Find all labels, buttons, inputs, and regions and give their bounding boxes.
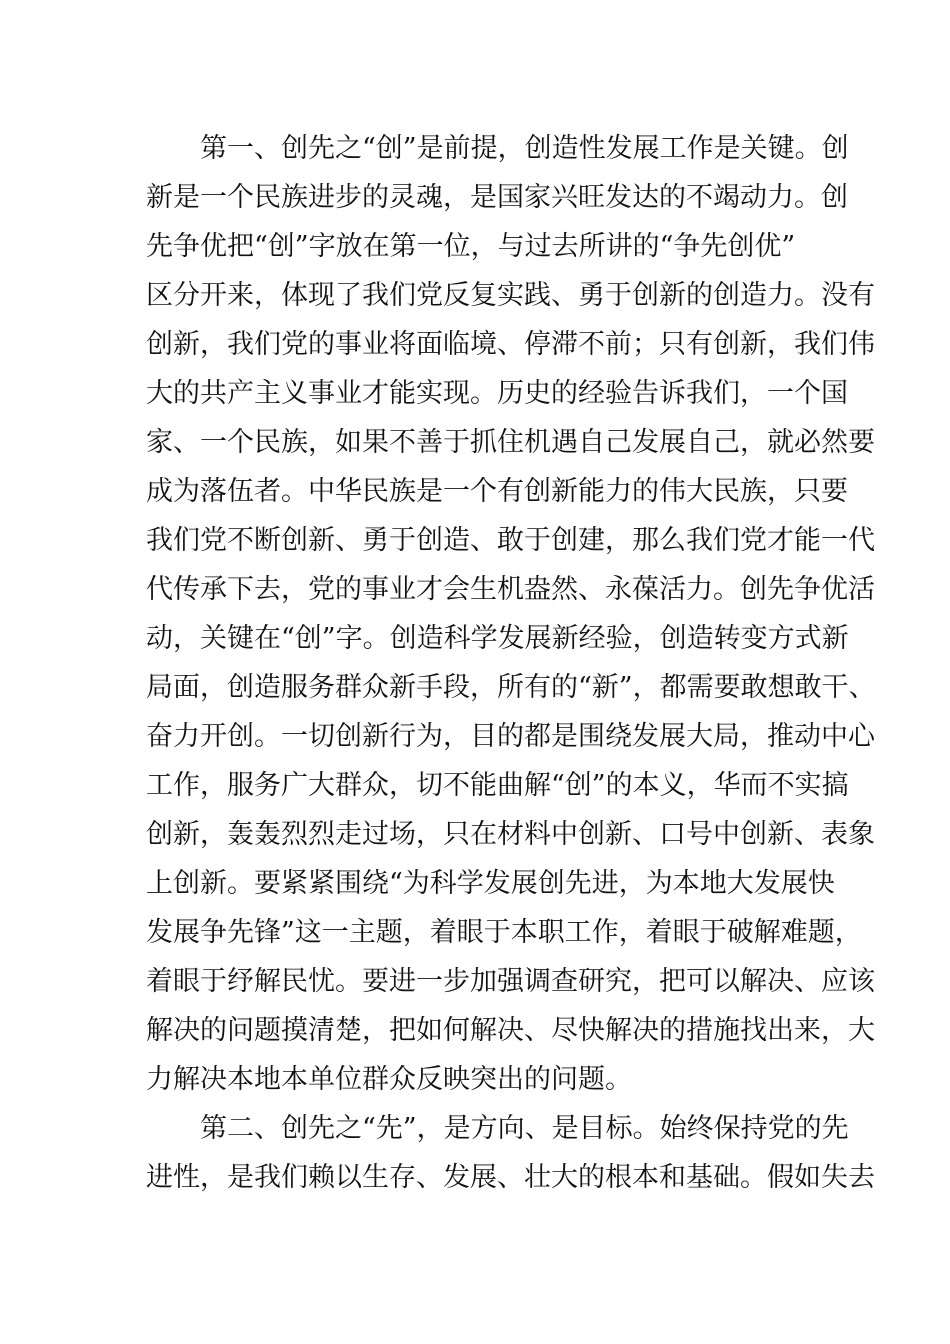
paragraph-line: 第二、创先之“先”，是方向、是目标。始终保持党的先 bbox=[200, 1113, 849, 1144]
paragraph-line: 动，关键在“创”字。创造科学发展新经验，创造转变方式新 bbox=[146, 623, 849, 654]
paragraph-line: 我们党不断创新、勇于创造、敢于创建，那么我们党才能一代 bbox=[146, 525, 875, 556]
paragraph-line: 上创新。要紧紧围绕“为科学发展创先进，为本地大发展快 bbox=[146, 868, 835, 899]
paragraph-line: 家、一个民族，如果不善于抓住机遇自己发展自己，就必然要 bbox=[146, 427, 875, 458]
paragraph-line: 工作，服务广大群众，切不能曲解“创”的本义，华而不实搞 bbox=[146, 770, 849, 801]
paragraph-line: 大的共产主义事业才能实现。历史的经验告诉我们，一个国 bbox=[146, 378, 848, 409]
paragraph-1 bbox=[146, 133, 876, 1113]
paragraph-2 bbox=[146, 1113, 875, 1211]
paragraph-line: 进性，是我们赖以生存、发展、壮大的根本和基础。假如失去 bbox=[146, 1162, 875, 1193]
paragraph-line: 解决的问题摸清楚，把如何解决、尽快解决的措施找出来，大 bbox=[146, 1015, 875, 1046]
paragraph-line: 区分开来，体现了我们党反复实践、勇于创新的创造力。没有 bbox=[146, 280, 875, 311]
paragraph-line: 先争优把“创”字放在第一位，与过去所讲的“争先创优” bbox=[146, 231, 796, 262]
paragraph-line: 新是一个民族进步的灵魂，是国家兴旺发达的不竭动力。创 bbox=[146, 182, 848, 213]
paragraph-line: 创新，轰轰烈烈走过场，只在材料中创新、口号中创新、表象 bbox=[146, 819, 875, 850]
paragraph-line: 创新，我们党的事业将面临境、停滞不前；只有创新，我们伟 bbox=[146, 329, 875, 360]
paragraph-line: 成为落伍者。中华民族是一个有创新能力的伟大民族，只要 bbox=[146, 476, 848, 507]
paragraph-line: 代传承下去，党的事业才会生机盎然、永葆活力。创先争优活 bbox=[146, 574, 875, 605]
paragraph-line: 力解决本地本单位群众反映突出的问题。 bbox=[146, 1064, 632, 1095]
paragraph-line: 发展争先锋”这一主题，着眼于本职工作，着眼于破解难题， bbox=[146, 917, 862, 948]
paragraph-line: 第一、创先之“创”是前提，创造性发展工作是关键。创 bbox=[200, 133, 849, 164]
paragraph-line: 局面，创造服务群众新手段，所有的“新”，都需要敢想敢干、 bbox=[146, 672, 876, 703]
paragraph-line: 着眼于纾解民忧。要进一步加强调查研究，把可以解决、应该 bbox=[146, 966, 875, 997]
paragraph-line: 奋力开创。一切创新行为，目的都是围绕发展大局，推动中心 bbox=[146, 721, 875, 752]
